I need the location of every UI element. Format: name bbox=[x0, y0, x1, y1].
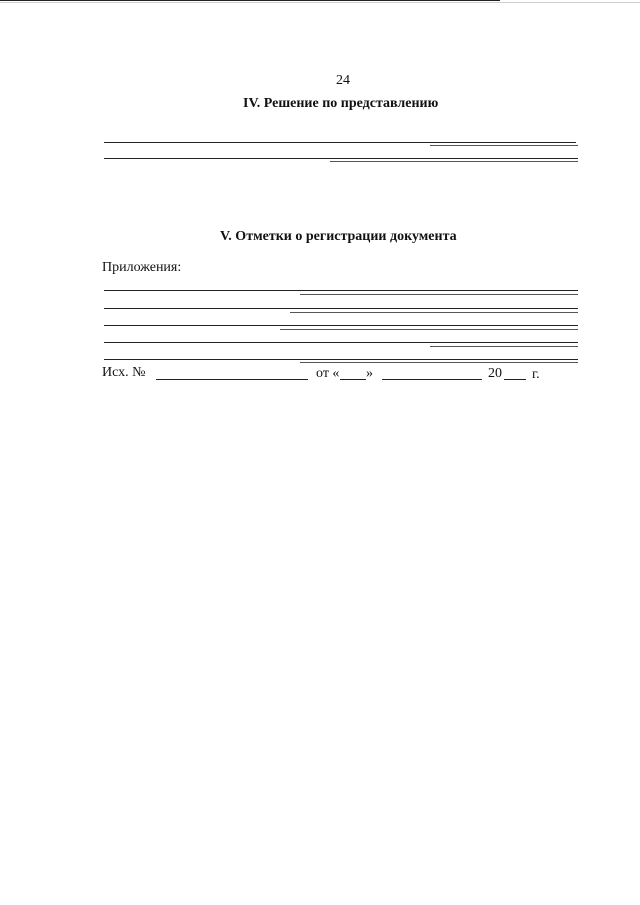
date-quote-close: » bbox=[366, 366, 373, 381]
attachment-line-3-tail bbox=[280, 329, 578, 330]
decision-line-1-tail bbox=[430, 145, 578, 146]
attachment-line-5-tail bbox=[300, 362, 578, 363]
attachments-label: Приложения: bbox=[102, 260, 182, 275]
attachment-line-4 bbox=[104, 342, 578, 343]
scan-edge bbox=[0, 0, 500, 1]
year-prefix: 20 bbox=[488, 366, 502, 381]
attachment-line-1 bbox=[104, 290, 578, 291]
year-suffix: г. bbox=[532, 367, 540, 382]
section-v-title: V. Отметки о регистрации документа bbox=[220, 229, 457, 244]
attachment-line-1-tail bbox=[300, 294, 578, 295]
section-iv-title: IV. Решение по представлению bbox=[243, 96, 439, 111]
outgoing-number-blank bbox=[156, 379, 308, 380]
page-number: 24 bbox=[336, 73, 350, 88]
date-month-blank bbox=[382, 379, 482, 380]
attachment-line-5 bbox=[104, 359, 578, 360]
decision-line-2 bbox=[104, 158, 578, 159]
decision-line-1 bbox=[104, 142, 576, 143]
attachment-line-2-tail bbox=[290, 312, 578, 313]
attachment-line-4-tail bbox=[430, 346, 578, 347]
decision-line-2-tail bbox=[330, 161, 578, 162]
scan-edge-shadow bbox=[0, 2, 640, 3]
date-from-label: от « bbox=[316, 366, 340, 381]
outgoing-number-label: Исх. № bbox=[102, 365, 146, 380]
attachment-line-3 bbox=[104, 325, 578, 326]
date-year-blank bbox=[504, 379, 526, 380]
attachment-line-2 bbox=[104, 308, 578, 309]
date-day-blank bbox=[340, 379, 366, 380]
